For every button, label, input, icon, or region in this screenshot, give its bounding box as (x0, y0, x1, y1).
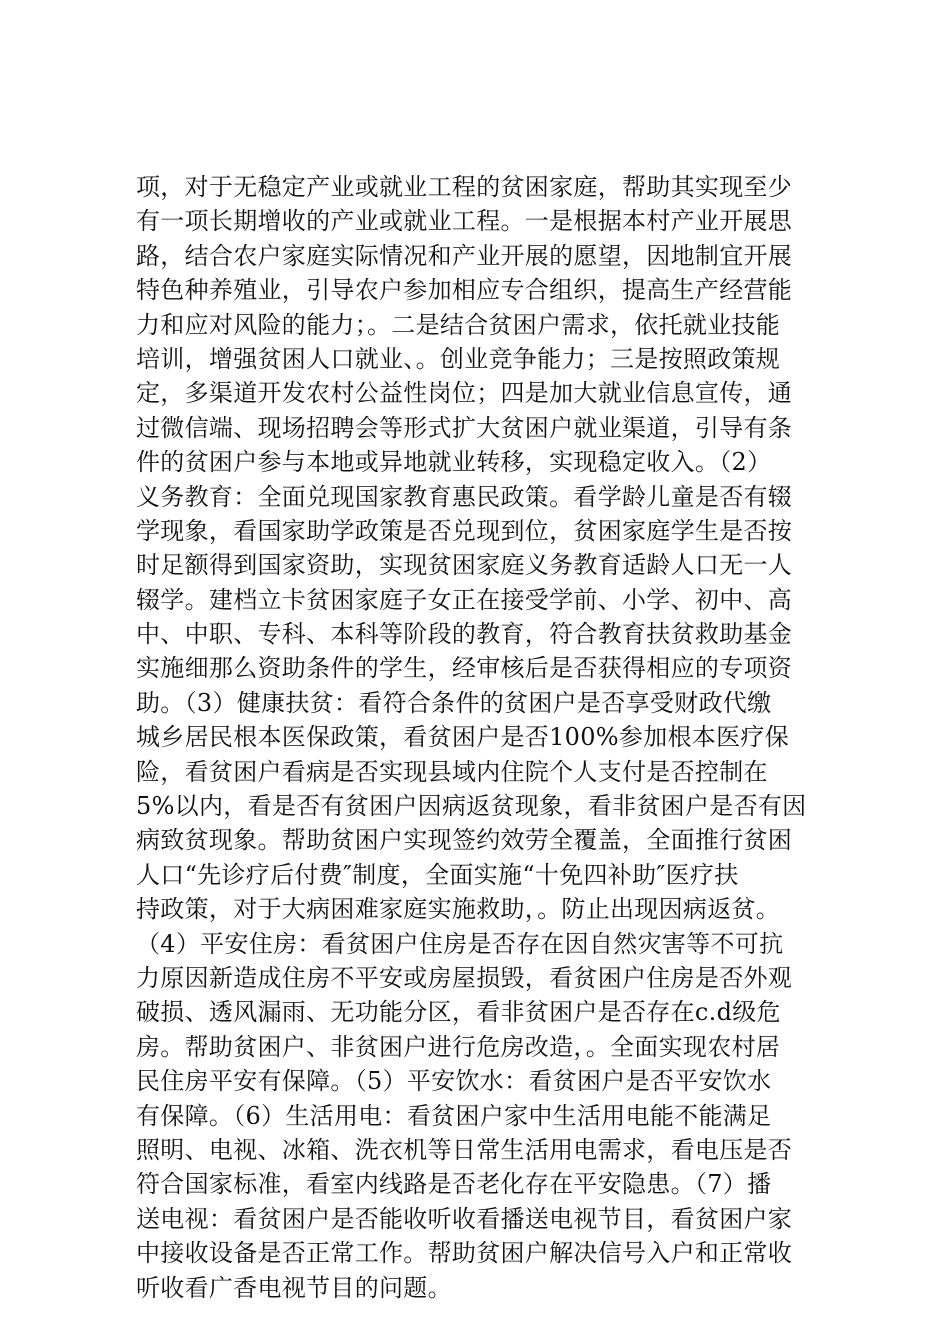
text-line: 义务教育：全面兑现国家教育惠民政策。看学龄儿童是否有辍 (136, 482, 793, 511)
text-line: 中接收设备是否正常工作。帮助贫困户解决信号入户和正常收 (136, 1239, 793, 1268)
text-line: 助。（3）健康扶贫：看符合条件的贫困户是否享受财政代缴 (136, 688, 772, 717)
text-line: 有一项长期增收的产业或就业工程。一是根据本村产业开展思 (136, 207, 793, 236)
text-line: 送电视：看贫困户是否能收听收看播送电视节目，看贫困户家 (136, 1204, 793, 1233)
text-line: 辍学。建档立卡贫困家庭子女正在接受学前、小学、初中、高 (136, 585, 793, 614)
text-line: 符合国家标准，看室内线路是否老化存在平安隐患。（7）播 (136, 1170, 772, 1199)
text-line: 城乡居民根本医保政策，看贫困户是否100%参加根本医疗保 (136, 723, 790, 752)
text-line: 力原因新造成住房不平安或房屋损毁，看贫困户住房是否外观 (136, 963, 793, 992)
text-line: （4）平安住房：看贫困户住房是否存在因自然灾害等不可抗 (136, 929, 784, 958)
text-line: 人口“先诊疗后付费″制度，全面实施“十免四补助″医疗扶 (136, 860, 739, 889)
text-line: 听收看广香电视节目的问题。 (136, 1273, 452, 1302)
text-line: 特色种养殖业，引导农户参加相应专合组织，提高生产经营能 (136, 276, 793, 305)
text-line: 路，结合农户家庭实际情况和产业开展的愿望，因地制宜开展 (136, 241, 793, 270)
text-line: 民住房平安有保障。（5）平安饮水：看贫困户是否平安饮水 (136, 1067, 772, 1096)
text-line: 过微信端、现场招聘会等形式扩大贫困户就业渠道，引导有条 (136, 413, 793, 442)
text-line: 学现象，看国家助学政策是否兑现到位，贫困家庭学生是否按 (136, 516, 793, 545)
text-line: 有保障。（6）生活用电：看贫困户家中生活用电能不能满足 (136, 1101, 772, 1130)
text-line: 中、中职、专科、本科等阶段的教育，符合教育扶贫救助基金 (136, 620, 793, 649)
text-line: 破损、透风漏雨、无功能分区，看非贫困户是否存在c.d级危 (136, 998, 781, 1027)
text-line: 项，对于无稳定产业或就业工程的贫困家庭，帮助其实现至少 (136, 173, 793, 201)
text-line: 实施细那么资助条件的学生，经审核后是否获得相应的专项资 (136, 654, 793, 683)
text-line: 培训，增强贫困人口就业、。创业竞争能力；三是按照政策规 (136, 344, 781, 373)
text-line: 定，多渠道开发农村公益性岗位；四是加大就业信息宣传，通 (136, 379, 793, 408)
text-line: 病致贫现象。帮助贫困户实现签约效劳全覆盖，全面推行贫困 (136, 826, 793, 855)
text-line: 险，看贫困户看病是否实现县域内住院个人支付是否控制在 (136, 757, 768, 786)
text-line: 照明、电视、冰箱、洗衣机等日常生活用电需求，看电压是否 (136, 1135, 793, 1164)
text-line: 时足额得到国家资助，实现贫困家庭义务教育适龄人口无一人 (136, 551, 793, 580)
body-text (136, 170, 826, 1305)
text-line: 5%以内，看是否有贫困户因病返贫现象，看非贫困户是否有因 (136, 792, 807, 821)
text-line: 力和应对风险的能力；。二是结合贫困户需求，依托就业技能 (136, 310, 781, 339)
text-line: 件的贫困户参与本地或异地就业转移，实现稳定收入。（2） (136, 448, 772, 477)
text-line: 持政策，对于大病困难家庭实施救助，。防止出现因病返贫。 (136, 895, 781, 924)
text-line: 房。帮助贫困户、非贫困户进行危房改造，。全面实现农村居 (136, 1032, 781, 1061)
